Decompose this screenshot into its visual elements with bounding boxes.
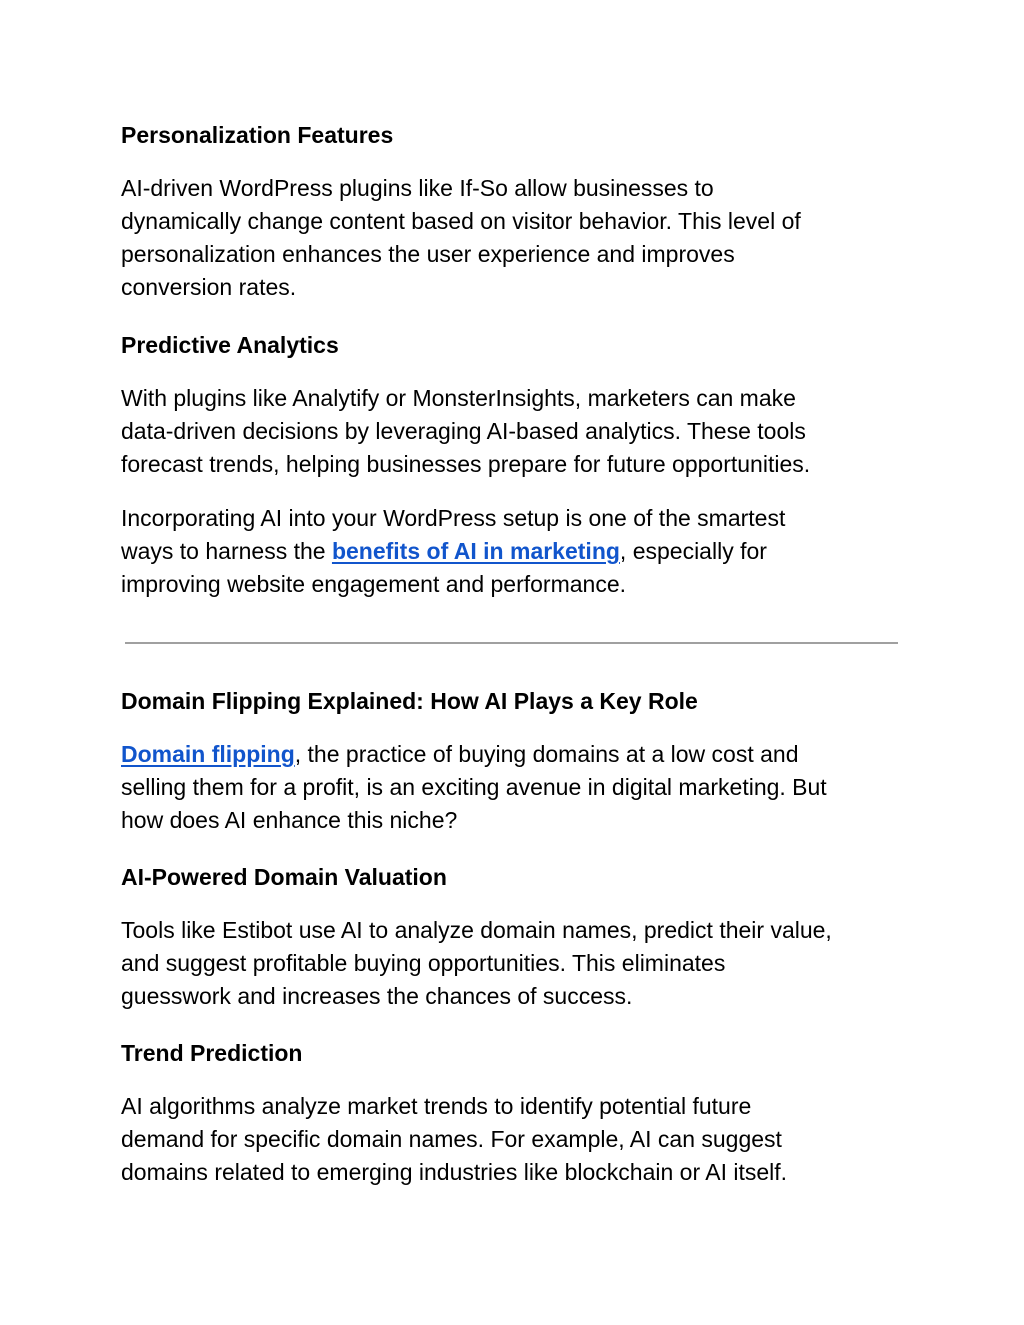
text-line: and suggest profitable buying opportunities. This eliminates: [121, 950, 726, 976]
text-segment: , especially for: [619, 538, 767, 564]
text-line: data-driven decisions by leveraging AI-based analytics. These tools: [121, 418, 806, 444]
text-line: domains related to emerging industries like blockchain or AI itself.: [121, 1159, 788, 1185]
text-segment: ways to harness the: [121, 538, 332, 564]
heading-domain-flipping: Domain Flipping Explained: How AI Plays a Key Role: [121, 688, 698, 714]
text-line: dynamically change content based on visitor behavior. This level of: [121, 208, 801, 234]
text-line: improving website engagement and performance.: [121, 571, 627, 597]
horizontal-divider: [125, 642, 898, 644]
text-line: AI-driven WordPress plugins like If-So allow businesses to: [121, 175, 714, 201]
text-line: Tools like Estibot use AI to analyze domain names, predict their value,: [121, 917, 832, 943]
text-line: how does AI enhance this niche?: [121, 807, 458, 833]
paragraph-predictive: [121, 382, 911, 481]
heading-domain-valuation: AI-Powered Domain Valuation: [121, 864, 447, 890]
paragraph-valuation: [121, 914, 911, 1013]
text-line: conversion rates.: [121, 274, 297, 300]
text-line-with-link: [121, 535, 911, 568]
text-line: guesswork and increases the chances of success.: [121, 983, 633, 1009]
heading-trend-prediction: Trend Prediction: [121, 1040, 303, 1066]
text-line: personalization enhances the user experience and improves: [121, 241, 735, 267]
paragraph-personalization: [121, 172, 911, 304]
text-line: forecast trends, helping businesses prepare for future opportunities.: [121, 451, 811, 477]
text-line: With plugins like Analytify or MonsterInsights, marketers can make: [121, 385, 796, 411]
text-line-with-link: [121, 738, 911, 771]
paragraph-domain-flipping: [121, 738, 911, 837]
heading-predictive-analytics: Predictive Analytics: [121, 332, 339, 358]
text-segment: , the practice of buying domains at a low cost and: [294, 741, 799, 767]
text-line: Incorporating AI into your WordPress setup is one of the smartest: [121, 505, 786, 531]
text-line: AI algorithms analyze market trends to identify potential future: [121, 1093, 752, 1119]
paragraph-trend: [121, 1090, 911, 1189]
text-line: demand for specific domain names. For example, AI can suggest: [121, 1126, 782, 1152]
paragraph-incorporating: [121, 502, 911, 601]
heading-personalization-features: Personalization Features: [121, 122, 394, 148]
domain-flipping-link[interactable]: Domain flipping: [121, 741, 295, 767]
text-line: selling them for a profit, is an exciting avenue in digital marketing. But: [121, 774, 827, 800]
benefits-of-ai-link[interactable]: benefits of AI in marketing: [331, 538, 620, 564]
